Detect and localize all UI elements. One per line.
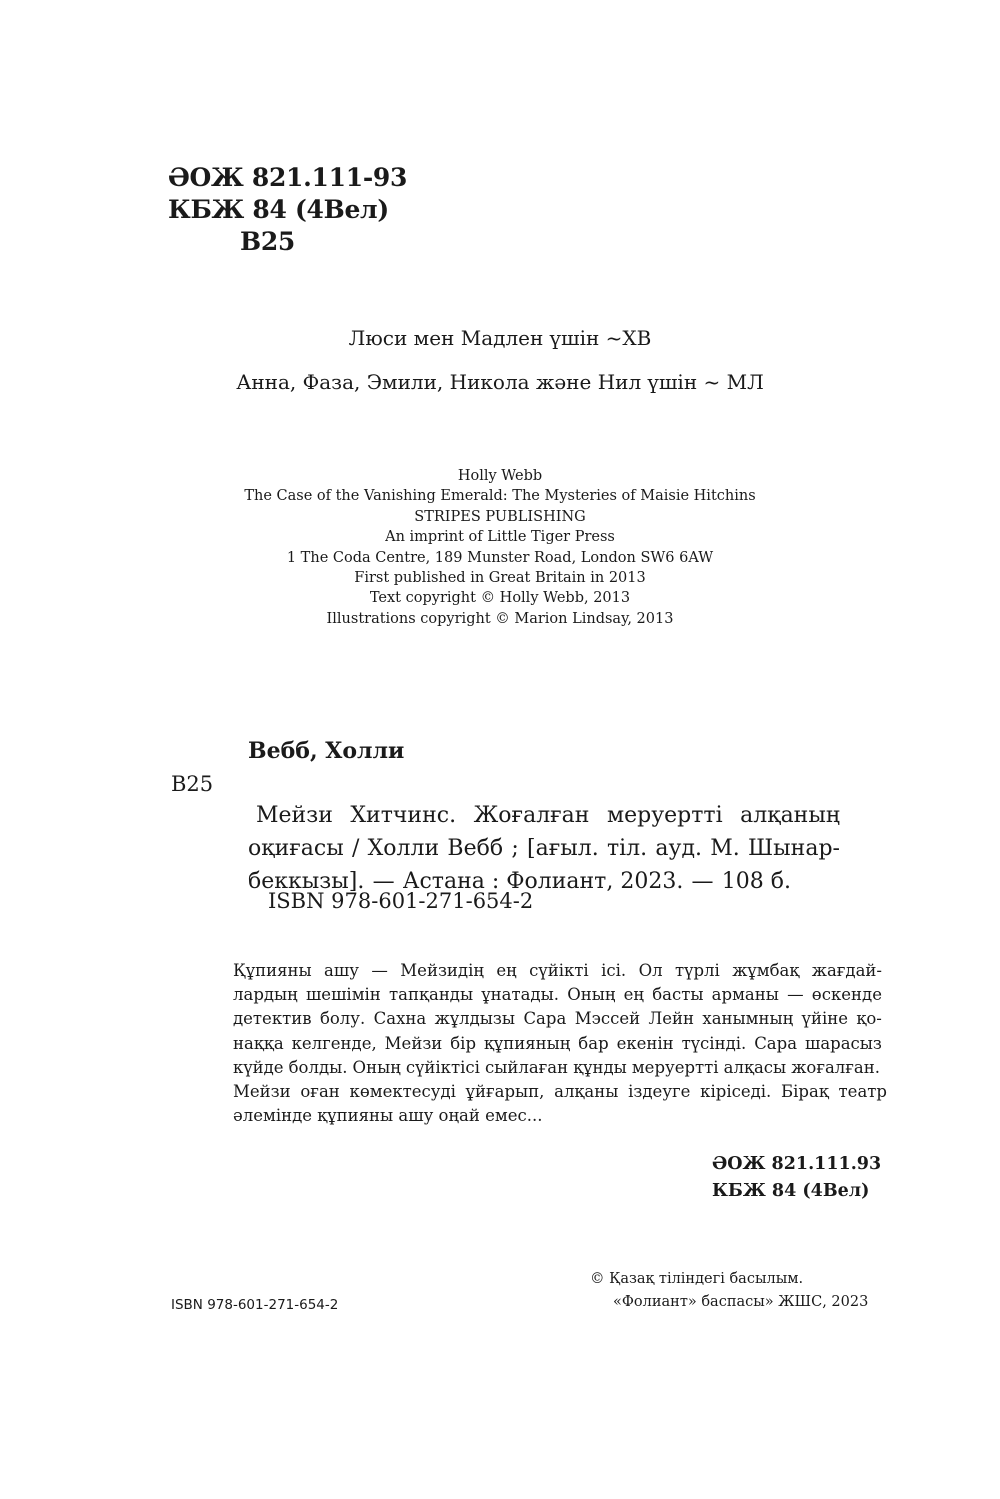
word: лардың — [233, 985, 298, 1005]
word: сүйіктісі — [405, 1057, 480, 1077]
word: қо- — [856, 1009, 882, 1029]
word: детектив — [233, 1009, 312, 1029]
word: Сара — [754, 1033, 798, 1053]
lbc-code: КБЖ 84 (4Вел) — [168, 195, 389, 224]
word: Ол — [638, 961, 663, 980]
publisher-address: 1 The Coda Centre, 189 Munster Road, London SW6 6AW — [286, 549, 714, 566]
annotation-line — [233, 1007, 882, 1031]
word: Мейзи — [384, 1033, 443, 1053]
word: екенін — [616, 1033, 674, 1053]
word: кіріседі. — [700, 1082, 772, 1102]
original-edition-credits — [0, 466, 1000, 629]
word: оған — [300, 1082, 340, 1102]
word: ең — [623, 985, 644, 1005]
word: тіл. — [606, 836, 648, 861]
word: ауд. — [655, 836, 703, 861]
word: / — [351, 836, 360, 861]
record-isbn: ISBN 978-601-271-654-2 — [268, 889, 534, 913]
udc-code: ӘОЖ 821.111-93 — [168, 163, 408, 192]
text-copyright: Text copyright © Holly Webb, 2013 — [369, 590, 631, 607]
word: жұлдызы — [434, 1009, 516, 1029]
word: құпияның — [483, 1033, 571, 1053]
original-title: The Case of the Vanishing Emerald: The Mysteries of Maisie Hitchins — [244, 488, 756, 505]
dedication-2: Анна, Фаза, Эмили, Никола және Нил үшін ~ МЛ — [236, 370, 764, 394]
word: бір — [450, 1033, 477, 1053]
word: күйде — [233, 1057, 284, 1077]
word: түрлі — [675, 961, 720, 980]
word: үйіне — [801, 1009, 848, 1029]
author-mark: В25 — [240, 227, 296, 256]
record-line-2 — [248, 832, 840, 865]
word: оқиғасы — [248, 836, 344, 861]
catalog-record — [248, 766, 840, 898]
word: шешімін — [305, 985, 381, 1005]
annotation-line — [233, 959, 882, 983]
word: — — [371, 961, 388, 980]
word: шарасыз — [804, 1033, 882, 1053]
word: ханымның — [702, 1009, 794, 1029]
word: болу. — [319, 1009, 366, 1029]
word: іздеуге — [628, 1082, 691, 1102]
word: Сара — [523, 1009, 567, 1029]
word: болды. — [288, 1057, 348, 1077]
footer-codes — [712, 1151, 881, 1205]
record-line-1 — [248, 799, 840, 832]
word: құнды — [573, 1057, 627, 1077]
copyright-line-1: © Қазақ тіліндегі басылым. — [590, 1271, 804, 1287]
annotation-last-line: әлемінде құпияны ашу оңай емес... — [233, 1106, 543, 1126]
publisher-name: STRIPES PUBLISHING — [414, 508, 586, 525]
publisher-imprint: An imprint of Little Tiger Press — [385, 529, 615, 546]
word: Шынар- — [748, 836, 840, 861]
word: тапқанды — [389, 985, 474, 1005]
annotation-line — [233, 1032, 882, 1056]
word: алқаны — [554, 1082, 619, 1102]
illustrations-copyright: Illustrations copyright © Marion Lindsay, 2013 — [326, 610, 674, 627]
word: түсінді. — [681, 1033, 747, 1053]
annotation-line — [233, 983, 882, 1007]
word: арманы — [711, 985, 779, 1005]
word: — — [691, 869, 714, 894]
word: ; — [511, 836, 519, 861]
word: ұнатады. — [481, 985, 559, 1005]
word: Мэссей — [574, 1009, 641, 1029]
annotation-line — [233, 1056, 880, 1080]
word: Бірақ — [781, 1082, 829, 1102]
dedication-1: Люси мен Мадлен үшін ~ХВ — [348, 326, 652, 350]
word: ісі. — [601, 961, 627, 980]
footer-lbc: КБЖ 84 (4Вел) — [712, 1181, 870, 1201]
word: көмектесуді — [349, 1082, 456, 1102]
word: Құпияны — [233, 961, 312, 980]
word: беккызы]. — [248, 869, 365, 894]
word: алқаның — [740, 803, 840, 828]
word: Астана : Фолиант, 2023. — [402, 869, 684, 894]
word: — — [787, 985, 804, 1005]
word: меруертті — [606, 803, 723, 828]
word: Холли — [367, 836, 440, 861]
annotation — [233, 959, 887, 1128]
word: М. — [710, 836, 740, 861]
word: алқасы — [723, 1057, 787, 1077]
word: наққа — [233, 1033, 284, 1053]
word: Мейзи — [256, 803, 333, 828]
word: 108 б. — [721, 869, 791, 894]
record-class-mark: В25 — [171, 772, 214, 796]
word: Мейзидің — [400, 961, 484, 980]
copyright-line-2: «Фолиант» баспасы» ЖШС, 2023 — [613, 1294, 869, 1310]
original-author: Holly Webb — [457, 468, 543, 484]
word: меруертті — [631, 1057, 719, 1077]
word: өскенде — [811, 985, 882, 1005]
word: [ағыл. — [527, 836, 599, 861]
word: ең — [496, 961, 517, 980]
word: сүйікті — [529, 961, 589, 980]
word: жоғалған. — [791, 1057, 880, 1077]
word: Хитчинс. — [350, 803, 457, 828]
record-author-heading: Вебб, Холли — [248, 738, 405, 764]
word: ұйғарып, — [465, 1082, 545, 1102]
word: Мейзи — [233, 1082, 291, 1102]
footer-udc: ӘОЖ 821.111.93 — [712, 1154, 882, 1174]
copyright-block — [590, 1268, 868, 1314]
word: Лейн — [648, 1009, 695, 1029]
word: жағдай- — [811, 961, 882, 980]
first-published: First published in Great Britain in 2013 — [354, 570, 646, 587]
footer-isbn: ISBN 978-601-271-654-2 — [171, 1297, 339, 1313]
word: жұмбақ — [732, 961, 800, 980]
word: келгенде, — [291, 1033, 377, 1053]
word: Сахна — [373, 1009, 427, 1029]
word: Оның — [352, 1057, 401, 1077]
word: — — [372, 869, 395, 894]
word: Жоғалған — [473, 803, 590, 828]
word: сыйлаған — [484, 1057, 569, 1077]
annotation-line — [233, 1080, 887, 1104]
word: басты — [652, 985, 704, 1005]
word: театр — [838, 1082, 887, 1102]
word: бар — [578, 1033, 609, 1053]
word: Оның — [567, 985, 616, 1005]
word: ашу — [324, 961, 359, 980]
word: Вебб — [447, 836, 504, 861]
